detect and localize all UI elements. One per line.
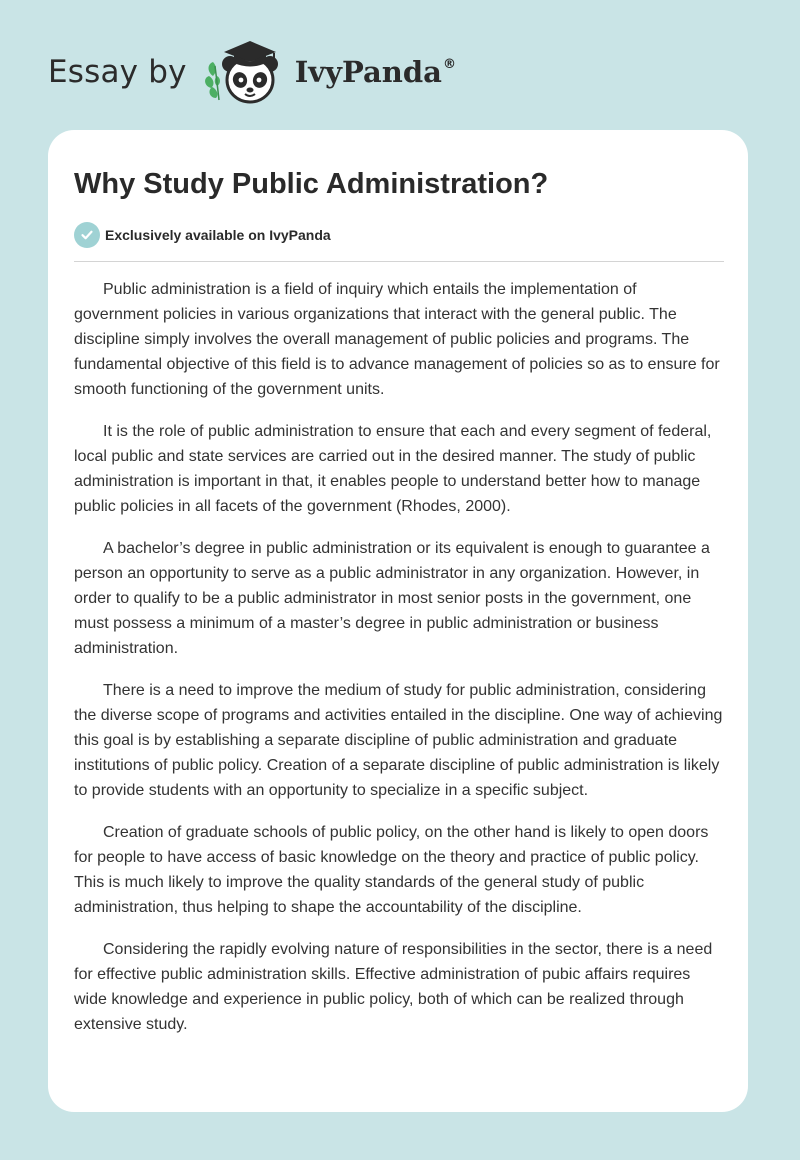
brand-prefix: Essay by: [48, 54, 187, 90]
exclusive-badge: [74, 222, 331, 248]
essay-card: [48, 130, 748, 1112]
brand-header[interactable]: [48, 36, 456, 108]
paragraph: A bachelor’s degree in public administration or its equivalent is enough to guarantee a person an opportunity to serve as a public administrator in any organization. However, in order to qualify to be a public administrator in most senior posts in the government, one must possess a minimum of a master’s degree in public administration or business administration.: [74, 540, 710, 657]
panda-logo-icon: [203, 36, 291, 108]
divider: [74, 261, 724, 262]
brand-name: IvyPanda: [294, 55, 442, 89]
paragraph: There is a need to improve the medium of study for public administration, considering the diverse scope of programs and activities entailed in the discipline. One way of achieving this goal is by establishing a separate discipline of public administration and graduate institutions of public policy. Creation of a separate discipline of public administration is likely to provide students with an opportunity to specialize in a specific subject.: [74, 682, 723, 799]
paragraph: It is the role of public administration to ensure that each and every segment of federal, local public and state services are carried out in the desired manner. The study of public administration is important in that, it enables people to understand better how to manage public policies in all facets of the government (Rhodes, 2000).: [74, 423, 712, 515]
registered-mark: ®: [442, 56, 456, 72]
paragraph: Creation of graduate schools of public policy, on the other hand is likely to open doors for people to have access of basic knowledge on the theory and practice of public policy. This is much likely to improve the quality standards of the general study of public administration, thus helping to shape the accountability of the discipline.: [74, 824, 709, 916]
essay-body: [74, 277, 724, 1054]
paragraph: Considering the rapidly evolving nature of responsibilities in the sector, there is a need for effective public administration skills. Effective administration of pubic affairs requires wide knowledge and experience in public policy, both of which can be realized through extensive study.: [74, 941, 713, 1033]
badge-label: Exclusively available on IvyPanda: [105, 227, 331, 243]
check-icon: [74, 222, 100, 248]
page-title: Why Study Public Administration?: [74, 168, 549, 200]
paragraph: Public administration is a field of inquiry which entails the implementation of government policies in various organizations that interact with the general public. The discipline simply involves the overall management of public policies and programs. The fundamental objective of this field is to advance management of policies so as to ensure for smooth functioning of the government units.: [74, 281, 720, 398]
